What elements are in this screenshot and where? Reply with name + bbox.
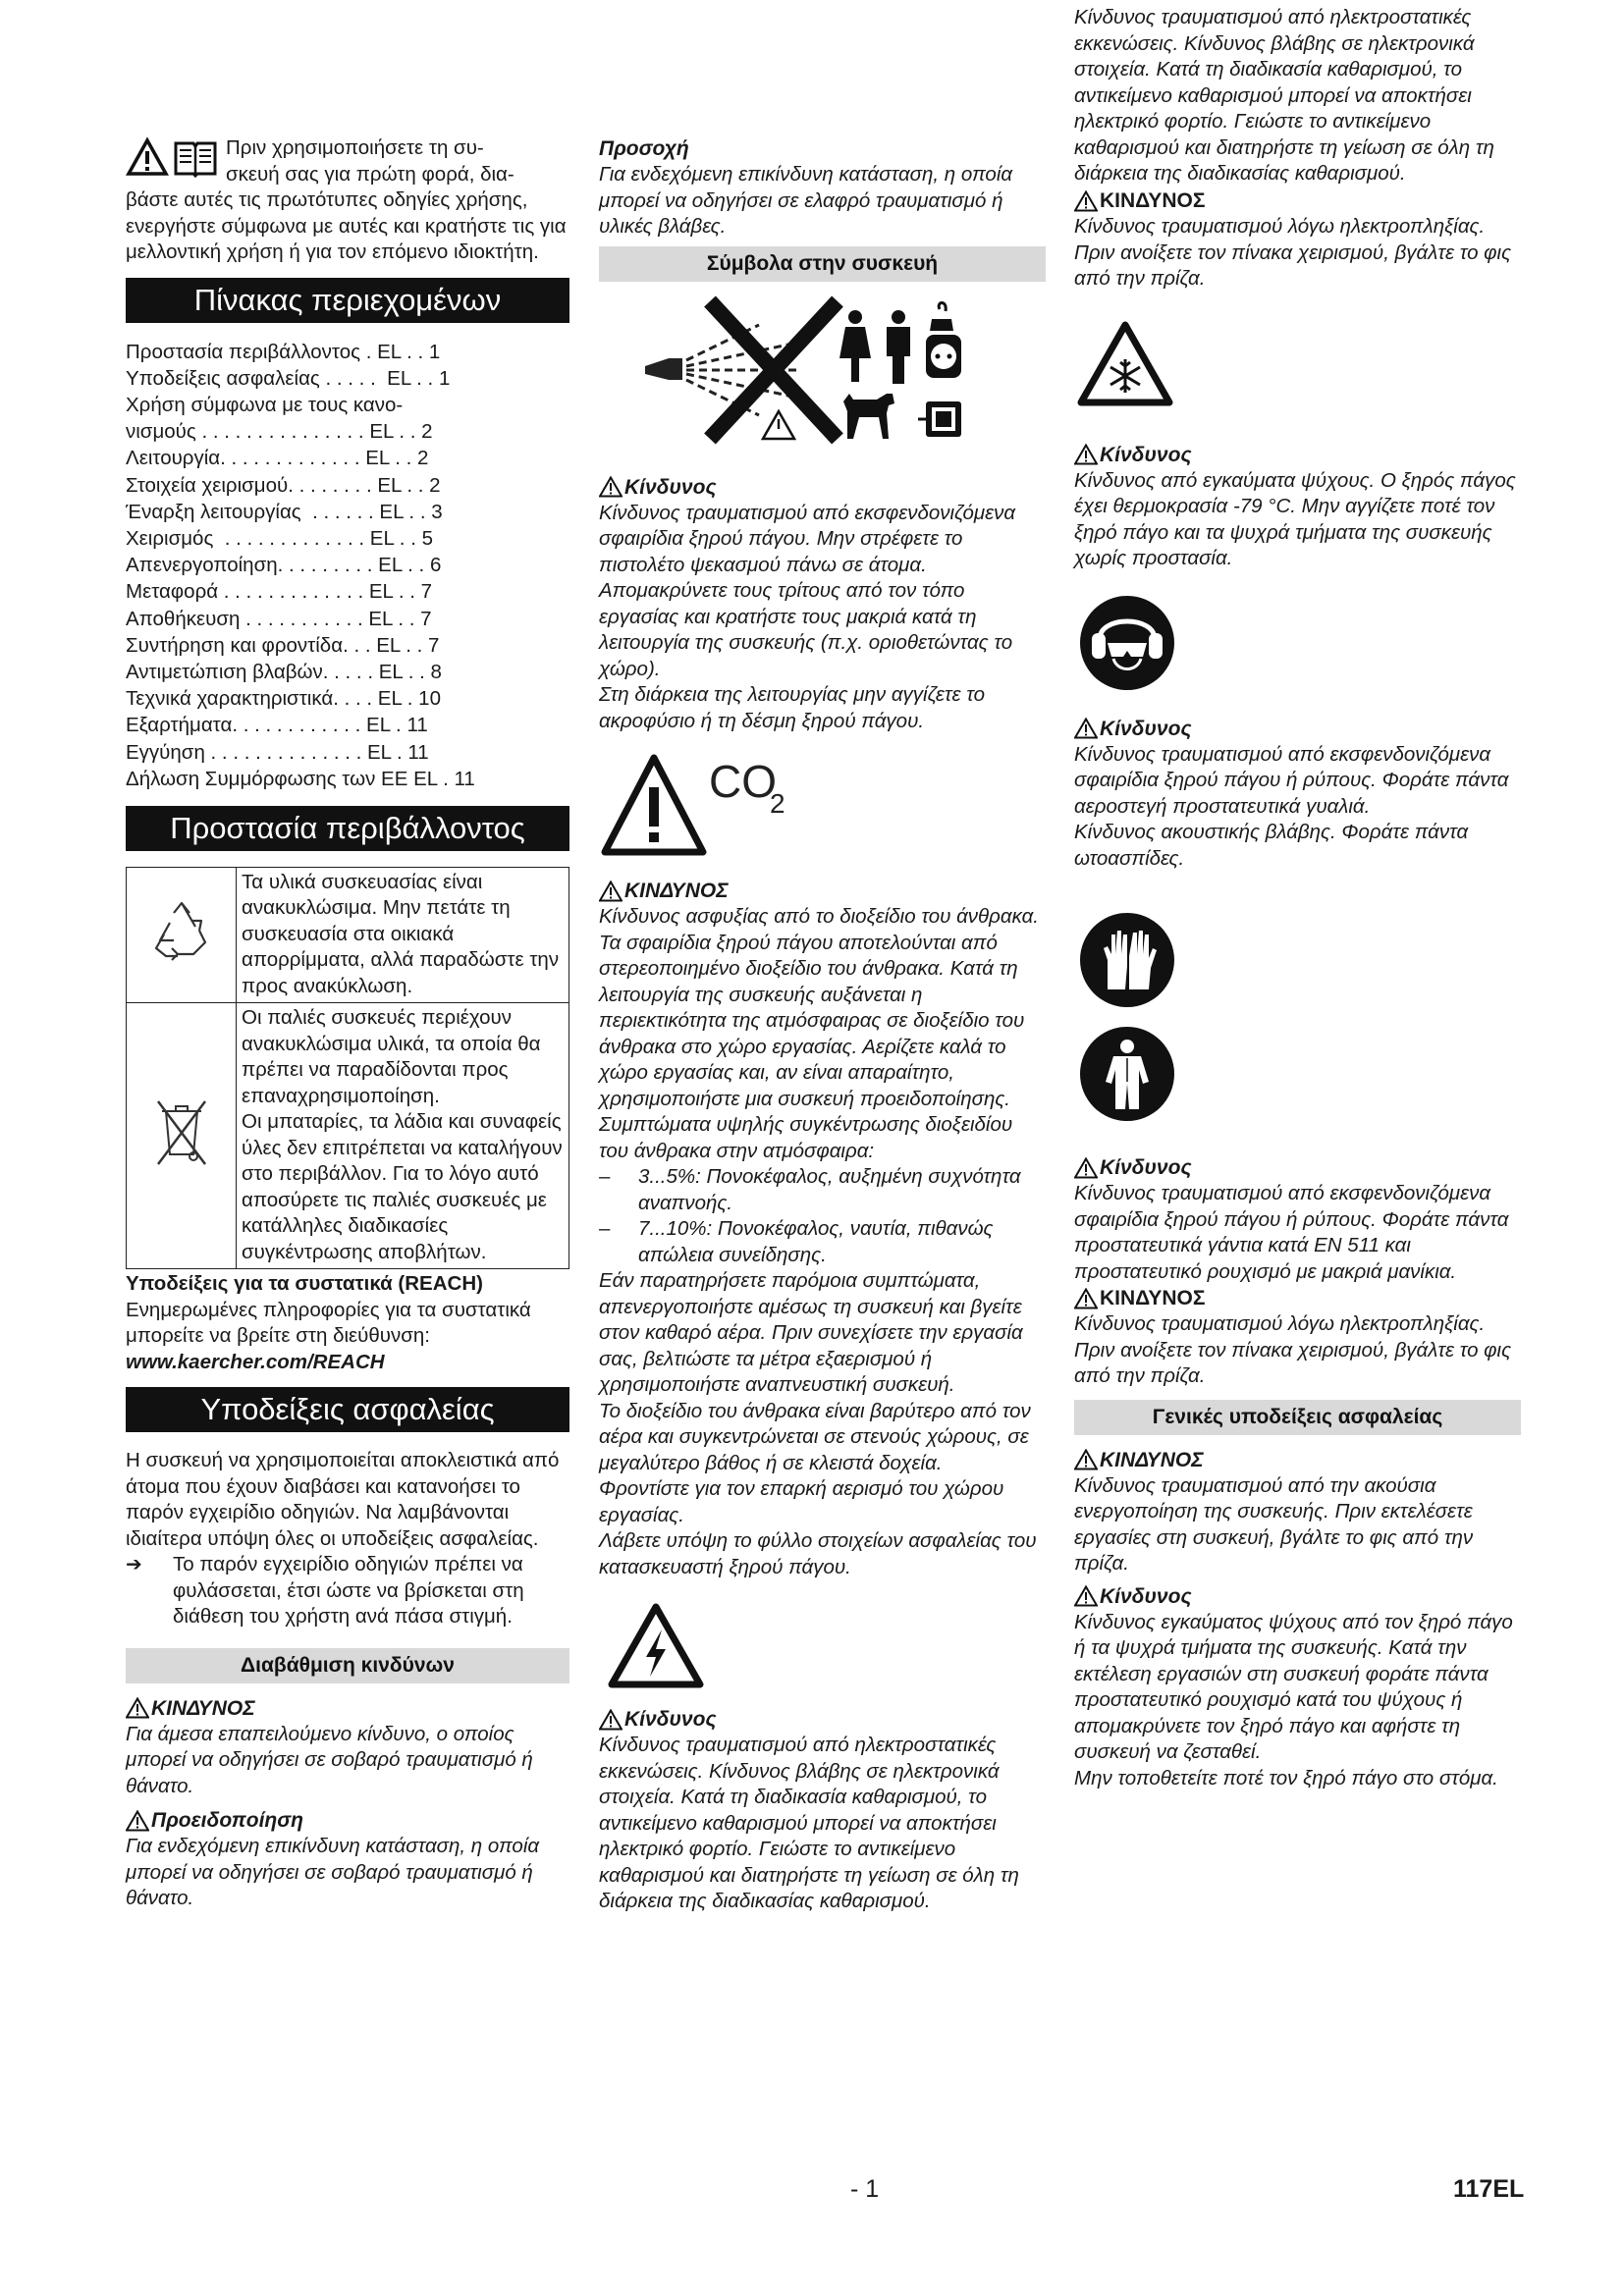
column-middle — [599, 135, 1046, 1912]
g1-heading: ΚΙΝΔΥΝΟΣ — [1074, 1447, 1521, 1473]
co2-label: CO — [709, 756, 777, 807]
toc-row[interactable]: Εξαρτήματα. . . . . . . . . . . . EL . 11 — [126, 714, 428, 737]
k3-text: Κίνδυνος τραυματισμού από ηλεκτροστατικές εκκενώσεις. Κίνδυνος βλάβης σε ηλεκτρονικά στοιχεία. Κατά τη διαδικασία καθαρισμού, το αντικείμενο καθαρισμού μπορεί να αποκτήσει ηλεκτρικό φορτίο. Γειώστε το αντικείμενο καθαρισμού και διατηρήστε τη γείωση σε όλη τη διάρκεια της διαδικασίας καθαρισμού. — [599, 1734, 1019, 1912]
intro-line-1: Πριν χρησιμοποιήσετε τη συ- — [226, 136, 484, 159]
caution-text: Για ενδεχόμενη επικίνδυνη κατάσταση, η οποία μπορεί να οδηγήσει σε ελαφρό τραυματισμό ή υλικές βλάβες. — [599, 163, 1013, 238]
toc-row[interactable]: Στοιχεία χειρισμού. . . . . . . . EL . . 2 — [126, 473, 441, 497]
list-item: – 3...5%: Πονοκέφαλος, αυξημένη συχνότητα αναπνοής. — [599, 1164, 1046, 1216]
k6-text: Κίνδυνος τραυματισμού από εκσφενδονιζόμενα σφαιρίδια ξηρού πάγου ή ρύπους. Φοράτε πάντα αεροστεγή προστατευτικά γυαλιά. — [1074, 742, 1509, 818]
warning-triangle-icon — [599, 1709, 623, 1731]
toc-row[interactable]: Έναρξη λειτουργίας . . . . . . EL . . 3 — [126, 500, 443, 523]
k1-text-2: Στη διάρκεια της λειτουργίας μην αγγίζετε το ακροφύσιο ή τη δέσμη ξηρού πάγου. — [599, 683, 985, 732]
table-of-contents — [126, 339, 569, 792]
env-batteries-text: Οι μπαταρίες, τα λάδια και συναφείς ύλες δεν επιτρέπεται να καταλήγουν στο περιβάλλον. Για το λόγο αυτό αποσύρετε τις παλιές συσκευές με κατάλληλες διαδικασίες συγκέντρωσης αποβλήτων. — [242, 1110, 563, 1263]
safety-title: Υποδείξεις ασφαλείας — [126, 1387, 569, 1432]
warning-triangle-icon — [599, 476, 623, 498]
intro — [126, 135, 569, 266]
k2-text-2: Εάν παρατηρήσετε παρόμοια συμπτώματα, απενεργοποιήστε αμέσως τη συσκευή και βγείτε στον καθαρό αέρα. Πριν συνεχίσετε την εργασία σας, βελτιώστε τα μέτρα εξαερισμού ή χρησιμοποιήστε αναπνευστική συσκευή. — [599, 1269, 1023, 1396]
reach-text: Ενημερωμένες πληροφορίες για τα συστατικά μπορείτε να βρείτε στη διεύθυνση: — [126, 1298, 531, 1348]
k5-heading: Κίνδυνος — [1074, 442, 1521, 468]
warning-triangle-icon — [1074, 444, 1098, 465]
k5-text: Κίνδυνος από εγκαύματα ψύχους. Ο ξηρός πάγος έχει θερμοκρασία -79 °C. Μην αγγίζετε ποτέ τον ξηρό πάγο και τα ψυχρά τμήματα της συσκευής χωρίς προστασία. — [1074, 468, 1516, 569]
toc-row[interactable]: Αντιμετώπιση βλαβών. . . . . EL . . 8 — [126, 660, 442, 683]
warning-triangle-icon — [1074, 190, 1098, 212]
safety-arrow-item: ➔ Το παρόν εγχειρίδιο οδηγιών πρέπει να φυλάσσεται, έτσι ώστε να βρίσκεται στη διάθεση του χρήστη ανά πάσα στιγμή. — [126, 1552, 569, 1630]
env-title: Προστασία περιβάλλοντος — [126, 806, 569, 851]
environment-table — [126, 867, 569, 1270]
k4-heading: ΚΙΝΔΥΝΟΣ — [1074, 187, 1521, 214]
toc-row[interactable]: Εγγύηση . . . . . . . . . . . . . . EL . 11 — [126, 740, 429, 764]
reach-link[interactable]: www.kaercher.com/REACH — [126, 1350, 385, 1373]
k4-text: Κίνδυνος τραυματισμού λόγω ηλεκτροπληξίας. Πριν ανοίξετε τον πίνακα χειρισμού, βγάλτε το φις από την πρίζα. — [1074, 215, 1512, 290]
co2-symptom-list — [599, 1164, 1046, 1268]
k2-text: Κίνδυνος ασφυξίας από το διοξείδιο του άνθρακα. Τα σφαιρίδια ξηρού πάγου αποτελούνται από στερεοποιημένο διοξείδιο του άνθρακα. Κατά τη λειτουργία της συσκευής αυξάνεται η περιεκτικότητα της ατμόσφαιρας σε διοξείδιο του άνθρακα στο χώρο εργασίας. Αερίζετε καλά το χώρο εργασίας και, αν είναι απαραίτητο, χρησιμοποιήστε μια συσκευή προειδοποίησης. Συμπτώματα υψηλής συγκέντρωσης διοξειδίου του άνθρακα στην ατμόσφαιρα: — [599, 905, 1039, 1162]
intro-text: βάστε αυτές τις πρωτότυπες οδηγίες χρήσης, ενεργήστε σύμφωνα με αυτές και κρατήστε τις για μελλοντική χρήση ή για τον επόμενο ιδιοκτήτη. — [126, 188, 567, 263]
toc-row[interactable]: Συντήρηση και φροντίδα. . . EL . . 7 — [126, 633, 440, 657]
k8-text: Κίνδυνος τραυματισμού λόγω ηλεκτροπληξίας. Πριν ανοίξετε τον πίνακα χειρισμού, βγάλτε το φις από την πρίζα. — [1074, 1312, 1512, 1387]
protective-clothing-icon — [1078, 1025, 1176, 1123]
toc-row[interactable]: Αποθήκευση . . . . . . . . . . . EL . . 7 — [126, 607, 432, 630]
toc-row[interactable]: Υποδείξεις ασφαλείας . . . . . EL . . 1 — [126, 366, 451, 390]
env-icon-cell — [127, 867, 237, 1003]
toc-row[interactable]: Χειρισμός . . . . . . . . . . . . . EL . . 5 — [126, 526, 433, 550]
g2-heading: Κίνδυνος — [1074, 1583, 1521, 1610]
toc-row[interactable]: Μεταφορά . . . . . . . . . . . . . EL . . 7 — [126, 580, 433, 604]
toc-row[interactable]: Δήλωση Συμμόρφωσης των ΕΕ EL . 11 — [126, 767, 475, 790]
page-code: 117EL — [1453, 2175, 1525, 2203]
levels-title: Διαβάθμιση κινδύνων — [126, 1648, 569, 1683]
k6-heading: Κίνδυνος — [1074, 716, 1521, 742]
warning-triangle-icon — [126, 1697, 149, 1719]
column-right — [1074, 6, 1521, 1791]
warning-triangle-icon — [126, 1810, 149, 1832]
co2-subscript: 2 — [770, 788, 785, 819]
crossed-bin-icon — [152, 1095, 211, 1168]
electric-shock-icon — [607, 1602, 705, 1690]
list-item: – 7...10%: Πονοκέφαλος, ναυτία, πιθανώς απώλεια συνείδησης. — [599, 1216, 1046, 1268]
warning-triangle-icon — [1074, 1585, 1098, 1607]
k2-heading: ΚΙΝΔΥΝΟΣ — [599, 878, 1046, 904]
k1-heading: Κίνδυνος — [599, 474, 1046, 501]
k1-text: Κίνδυνος τραυματισμού από εκσφενδονιζόμενα σφαιρίδια ξηρού πάγου. Μην στρέφετε το πιστολέτο ψεκασμού πάνω σε άτομα. Απομακρύνετε τους τρίτους από τον τόπο εργασίας και κρατήστε τους μακριά κατά τη λειτουργία της συσκευής (π.χ. οριοθετώντας το χώρο). — [599, 501, 1016, 680]
toc-row[interactable]: Απενεργοποίηση. . . . . . . . . EL . . 6 — [126, 554, 442, 577]
k2-text-5: Λάβετε υπόψη το φύλλο στοιχείων ασφαλείας του κατασκευαστή ξηρού πάγου. — [599, 1529, 1037, 1578]
gloves-graphic — [1078, 911, 1521, 1009]
protective-gloves-icon — [1078, 911, 1176, 1009]
caution-heading: Προσοχή — [599, 137, 689, 160]
electric-warning-graphic — [607, 1602, 1046, 1690]
coverall-graphic — [1078, 1025, 1521, 1123]
warning-triangle-icon — [1074, 1288, 1098, 1309]
safety-text: Η συσκευή να χρησιμοποιείται αποκλειστικά από άτομα που έχουν διαβάσει και κατανοήσει το παρόν εγχειρίδιο οδηγιών. Να λαμβάνονται ιδιαίτερα υπόψη όλες οι υποδείξεις ασφαλείας. — [126, 1449, 560, 1550]
warning-triangle-icon — [126, 137, 169, 177]
manual-book-icon — [173, 137, 218, 177]
goggles-earmuffs-icon — [1078, 594, 1176, 692]
device-symbols-graphic — [599, 295, 1046, 453]
k3-text-continued: Κίνδυνος τραυματισμού από ηλεκτροστατικές εκκενώσεις. Κίνδυνος βλάβης σε ηλεκτρονικά στοιχεία. Κατά τη διαδικασία καθαρισμού, το αντικείμενο καθαρισμού μπορεί να αποκτήσει ηλεκτρικό φορτίο. Γειώστε το αντικείμενο καθαρισμού και διατηρήστε τη γείωση σε όλη τη διάρκεια της διαδικασίας καθαρισμού. — [1074, 6, 1494, 185]
k2-text-3: Το διοξείδιο του άνθρακα είναι βαρύτερο από τον αέρα και συγκεντρώνεται σε στενούς χώρους, σε μεγαλύτερο βάθος ή σε κλειστά δοχεία. — [599, 1399, 1031, 1474]
warning-and-manual-icons — [126, 135, 218, 187]
goggles-earmuff-graphic — [1078, 594, 1521, 692]
g2-text-2: Μην τοποθετείτε ποτέ τον ξηρό πάγο στο στόμα. — [1074, 1766, 1498, 1789]
k7-text: Κίνδυνος τραυματισμού από εκσφενδονιζόμενα σφαιρίδια ξηρού πάγου ή ρύπους. Φοράτε πάντα προστατευτικά γάντια κατά EN 511 και προστατευτικό ρουχισμό με μακριά μανίκια. — [1074, 1182, 1509, 1283]
warning-triangle-icon — [1074, 1157, 1098, 1179]
warning-triangle-icon — [599, 881, 623, 902]
env-icon-cell — [127, 1003, 237, 1269]
arrow-right-icon: ➔ — [126, 1554, 142, 1576]
toc-row[interactable]: Τεχνικά χαρακτηριστικά. . . . EL . 10 — [126, 687, 441, 711]
device-symbols-title: Σύμβολα στην συσκευή — [599, 246, 1046, 282]
warning-triangle-icon — [1074, 1449, 1098, 1470]
k6-text-2: Κίνδυνος ακουστικής βλάβης. Φοράτε πάντα ωτοασπίδες. — [1074, 821, 1469, 870]
column-left — [126, 135, 569, 1912]
co2-warning-graphic — [601, 752, 1046, 860]
toc-title: Πίνακας περιεχομένων — [126, 278, 569, 323]
env-packaging-text: Τα υλικά συσκευασίας είναι ανακυκλώσιμα. Μην πετάτε τη συσκευασία στα οικιακά απορρίμματα, αλλά παραδώστε την προς ανακύκλωση. — [237, 867, 569, 1003]
k3-heading: Κίνδυνος — [599, 1706, 1046, 1733]
intro-line-2: σκευή σας για πρώτη φορά, δια- — [226, 162, 514, 186]
toc-row[interactable]: Λειτουργία. . . . . . . . . . . . . EL . . 2 — [126, 447, 429, 470]
snowflake-warning-icon — [1076, 320, 1174, 408]
toc-row[interactable]: Χρήση σύμφωνα με τους κανο- — [126, 393, 404, 416]
g2-text: Κίνδυνος εγκαύματος ψύχους από τον ξηρό πάγο ή τα ψυχρά τμήματα της συσκευής. Κατά την εκτέλεση εργασιών στη συσκευή φοράτε πάντα προστατευτικό ρουχισμό κατά του ψύχους ή απομακρύνετε τον ξηρό πάγο και αφήστε τη συσκευή να ζεσταθεί. — [1074, 1610, 1513, 1763]
toc-row[interactable]: νισμούς . . . . . . . . . . . . . . . EL . . 2 — [126, 420, 433, 444]
toc-row[interactable]: Προστασία περιβάλλοντος . EL . . 1 — [126, 340, 441, 363]
page-number: - 1 — [850, 2175, 880, 2203]
cold-warning-graphic — [1076, 320, 1521, 408]
warning-triangle-icon — [1074, 718, 1098, 739]
recycle-icon — [150, 899, 213, 962]
k2-text-4: Φροντίστε για τον επαρκή αερισμό του χώρου εργασίας. — [599, 1477, 1004, 1526]
co2-warning-icon — [601, 752, 817, 860]
warning-heading: Προειδοποίηση — [126, 1807, 569, 1834]
danger-heading: ΚΙΝΔΥΝΟΣ — [126, 1695, 569, 1722]
env-old-devices-text: Οι παλιές συσκευές περιέχουν ανακυκλώσιμα υλικά, τα οποία θα πρέπει να παραδίδονται προς επαναχρησιμοποίηση. — [242, 1006, 541, 1107]
g1-text: Κίνδυνος τραυματισμού από την ακούσια ενεργοποίηση της συσκευής. Πριν εκτελέσετε εργασίες στη συσκευή, βγάλτε το φις από την πρίζα. — [1074, 1473, 1474, 1575]
k7-heading: Κίνδυνος — [1074, 1154, 1521, 1181]
reach-title: Υποδείξεις για τα συστατικά (REACH) — [126, 1272, 483, 1296]
danger-text: Για άμεσα επαπειλούμενο κίνδυνο, ο οποίος μπορεί να οδηγήσει σε σοβαρό τραυματισμό ή θάνατο. — [126, 1722, 533, 1797]
general-safety-title: Γενικές υποδείξεις ασφαλείας — [1074, 1400, 1521, 1435]
k8-heading: ΚΙΝΔΥΝΟΣ — [1074, 1285, 1521, 1311]
warning-text: Για ενδεχόμενη επικίνδυνη κατάσταση, η οποία μπορεί να οδηγήσει σε σοβαρό τραυματισμό ή θάνατο. — [126, 1835, 540, 1910]
do-not-spray-symbol — [641, 295, 1004, 453]
